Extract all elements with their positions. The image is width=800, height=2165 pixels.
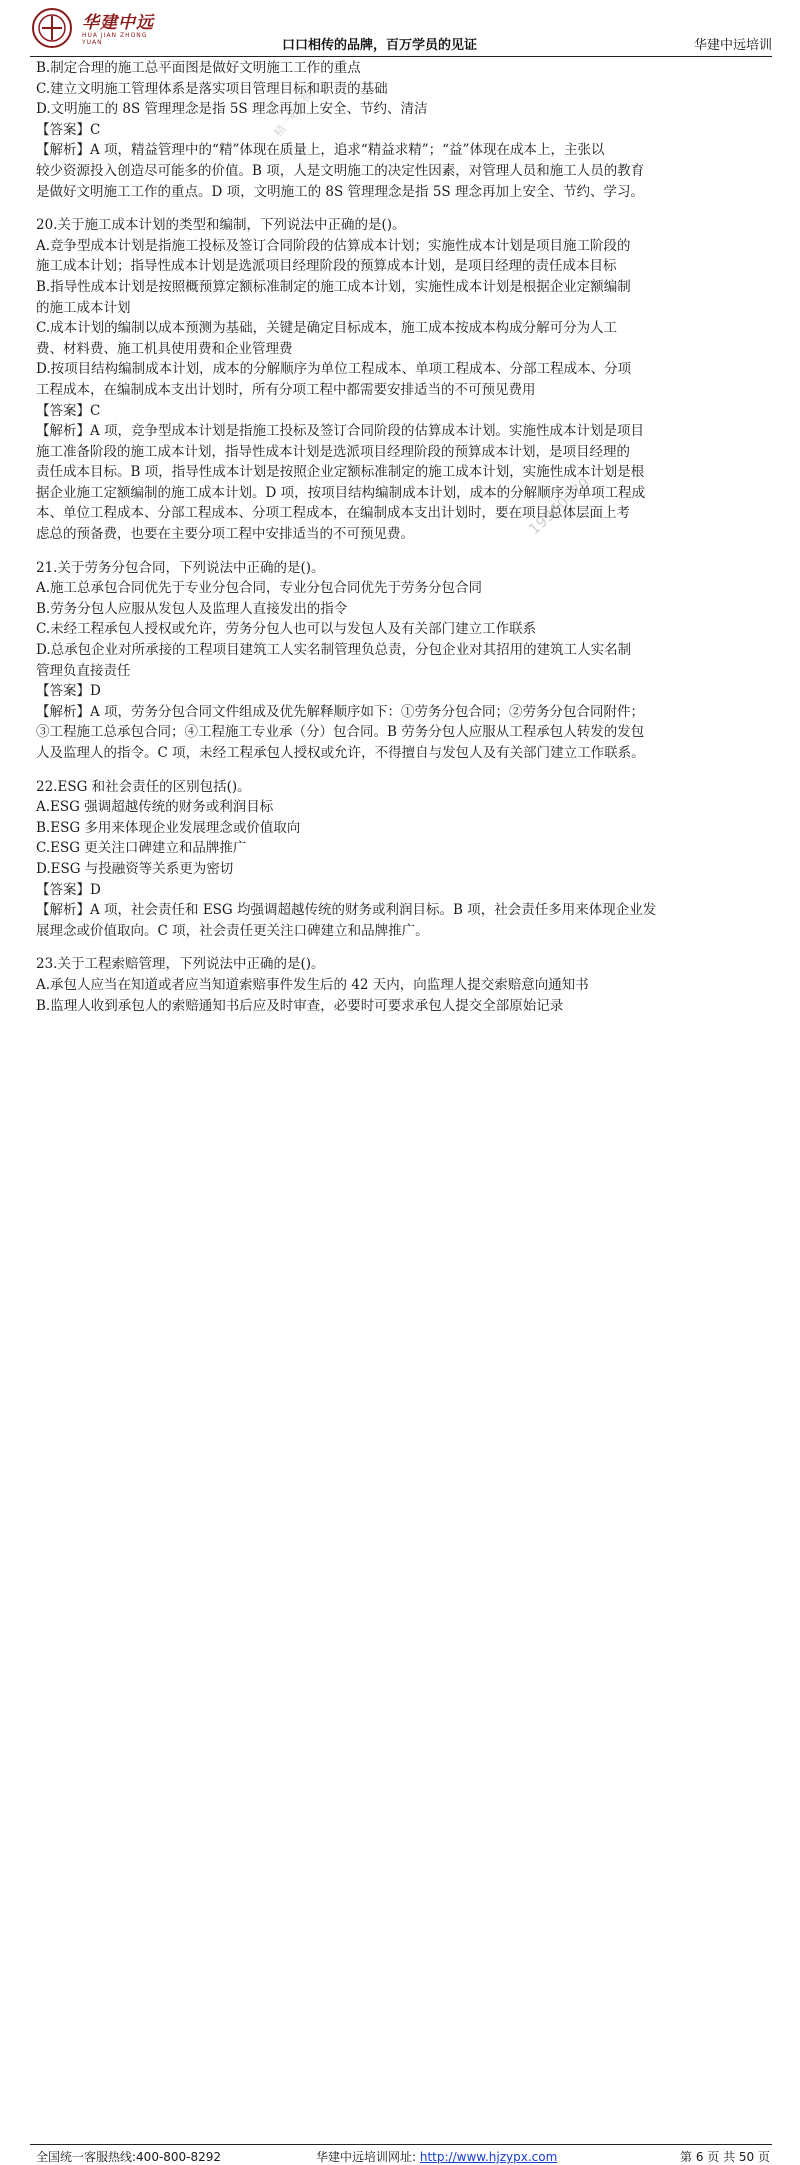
text-line: D.总承包企业对所承接的工程项目建筑工人实名制管理负总责，分包企业对其招用的建筑工人实名制 — [36, 642, 632, 659]
text-line: 施工准备阶段的施工成本计划，指导性成本计划是选派项目经理阶段的预算成本计划，是项目经理的 — [36, 443, 630, 460]
text-line: 管理负直接责任 — [36, 662, 131, 679]
text-line: 展理念或价值取向。C 项，社会责任更关注口碑建立和品牌推广。 — [36, 922, 429, 939]
page-header — [0, 0, 800, 66]
paragraph-gap — [36, 764, 772, 777]
text-line: A.ESG 强调超越传统的财务或利润目标 — [36, 799, 274, 816]
text-line: 责任成本目标。B 项，指导性成本计划是按照企业定额标准制定的施工成本计划，实施性成本计划是根 — [36, 464, 645, 481]
text-line: A.竞争型成本计划是指施工投标及签订合同阶段的估算成本计划；实施性成本计划是项目施工阶段的 — [36, 237, 631, 254]
question-title: 23.关于工程索赔管理，下列说法中正确的是()。 — [36, 956, 325, 973]
text-line: 【解析】A 项，精益管理中的“精”体现在质量上，追求“精益求精”；“益”体现在成本上，主张以 — [36, 142, 605, 159]
text-line: 本、单位工程成本、分部工程成本、分项工程成本，在编制成本支出计划时，要在项目总体层面上考 — [36, 505, 630, 522]
paragraph-gap — [36, 545, 772, 558]
text-line: C.ESG 更关注口碑建立和品牌推广 — [36, 840, 247, 857]
text-line: D.按项目结构编制成本计划，成本的分解顺序为单位工程成本、单项工程成本、分部工程成本、分项 — [36, 361, 632, 378]
footer-divider — [30, 2144, 772, 2145]
question-title: 21.关于劳务分包合同，下列说法中正确的是()。 — [36, 559, 325, 576]
watermark: 精一联系微信 — [271, 79, 323, 140]
text-line: 较少资源投入创造尽可能多的价值。B 项，人是文明施工的决定性因素，对管理人员和施工人员的教育 — [36, 162, 645, 179]
text-line: A.施工总承包合同优先于专业分包合同，专业分包合同优先于劳务分包合同 — [36, 580, 483, 597]
text-line: 据企业施工定额编制的施工成本计划。D 项，按项目结构编制成本计划，成本的分解顺序为单项工程成 — [36, 484, 646, 501]
text-line: D.ESG 与投融资等关系更为密切 — [36, 860, 234, 877]
document-body — [36, 58, 772, 1016]
paragraph-gap — [36, 202, 772, 215]
logo-emblem-icon — [30, 6, 74, 50]
text-line: 【解析】A 项，社会责任和 ESG 均强调超越传统的财务或利润目标。B 项，社会责任多用来体现企业发 — [36, 902, 657, 919]
text-line: 【解析】A 项，劳务分包合同文件组成及优先解释顺序如下：①劳务分包合同；②劳务分包合同附件； — [36, 703, 645, 720]
header-brand: 华建中远培训 — [693, 38, 772, 53]
text-line: C.未经工程承包人授权或允许，劳务分包人也可以与发包人及有关部门建立工作联系 — [36, 621, 537, 638]
footer-website-label: 华建中远培训网址: — [316, 2150, 417, 2164]
answer-line: 【答案】C — [36, 402, 101, 419]
text-line: 的施工成本计划 — [36, 299, 131, 316]
paragraph-gap — [36, 941, 772, 954]
page-number: 第 6 页 共 50 页 — [680, 2150, 770, 2164]
text-line: B.劳务分包人应服从发包人及监理人直接发出的指令 — [36, 600, 348, 617]
watermark: 19960179 — [525, 473, 594, 539]
text-line: 【解析】A 项，竞争型成本计划是指施工投标及签订合同阶段的估算成本计划。实施性成本计划是项目 — [36, 423, 645, 440]
text-line: 费、材料费、施工机具使用费和企业管理费 — [36, 340, 293, 357]
text-line: 人及监理人的指令。C 项，未经工程承包人授权或允许，不得擅自与发包人及有关部门建立工作联系。 — [36, 745, 645, 761]
logo-chinese: 华建中远 — [82, 13, 154, 33]
answer-line: 【答案】C — [36, 121, 101, 138]
text-line: B.指导性成本计划是按照概预算定额标准制定的施工成本计划，实施性成本计划是根据企业定额编制 — [36, 278, 631, 295]
text-line: ③工程施工总承包合同；④工程施工专业承（分）包合同。B 劳务分包人应服从工程承包人转发的发包 — [36, 724, 645, 741]
text-line: 工程成本，在编制成本支出计划时，所有分项工程中都需要安排适当的不可预见费用 — [36, 381, 536, 398]
answer-line: 【答案】D — [36, 683, 101, 700]
answer-line: 【答案】D — [36, 881, 101, 898]
text-line: A.承包人应当在知道或者应当知道索赔事件发生后的 42 天内，向监理人提交索赔意向通知书 — [36, 976, 589, 993]
text-line: B.监理人收到承包人的索赔通知书后应及时审查，必要时可要求承包人提交全部原始记录 — [36, 997, 564, 1014]
text-line: D.文明施工的 8S 管理理念是指 5S 理念再加上安全、节约、清洁 — [36, 101, 428, 118]
header-divider — [30, 56, 772, 57]
page-footer — [0, 1070, 800, 2164]
question-title: 22.ESG 和社会责任的区别包括()。 — [36, 778, 251, 795]
text-line: C.成本计划的编制以成本预测为基础，关键是确定目标成本，施工成本按成本构成分解可分为人工 — [36, 320, 618, 337]
text-line: 施工成本计划；指导性成本计划是选派项目经理阶段的预算成本计划，是项目经理的责任成本目标 — [36, 258, 617, 275]
text-line: 是做好文明施工工作的重点。D 项，文明施工的 8S 管理理念是指 5S 理念再加上安全、节约、学习。 — [36, 183, 644, 200]
text-line: B.ESG 多用来体现企业发展理念或价值取向 — [36, 819, 301, 836]
text-line: 虑总的预备费，也要在主要分项工程中安排适当的不可预见费。 — [36, 526, 414, 543]
footer-hotline: 全国统一客服热线:400-800-8292 — [36, 2150, 222, 2164]
footer-website — [316, 2148, 557, 2165]
text-line: C.建立文明施工管理体系是落实项目管理目标和职责的基础 — [36, 80, 388, 97]
question-title: 20.关于施工成本计划的类型和编制，下列说法中正确的是()。 — [36, 217, 406, 234]
footer-website-link[interactable]: http://www.hjzypx.com — [419, 2150, 558, 2164]
logo-pinyin: HUA JIAN ZHONG YUAN — [82, 32, 148, 46]
header-slogan: 口口相传的品牌，百万学员的见证 — [282, 38, 478, 53]
company-logo — [30, 6, 170, 50]
text-line: B.制定合理的施工总平面图是做好文明施工工作的重点 — [36, 60, 361, 76]
